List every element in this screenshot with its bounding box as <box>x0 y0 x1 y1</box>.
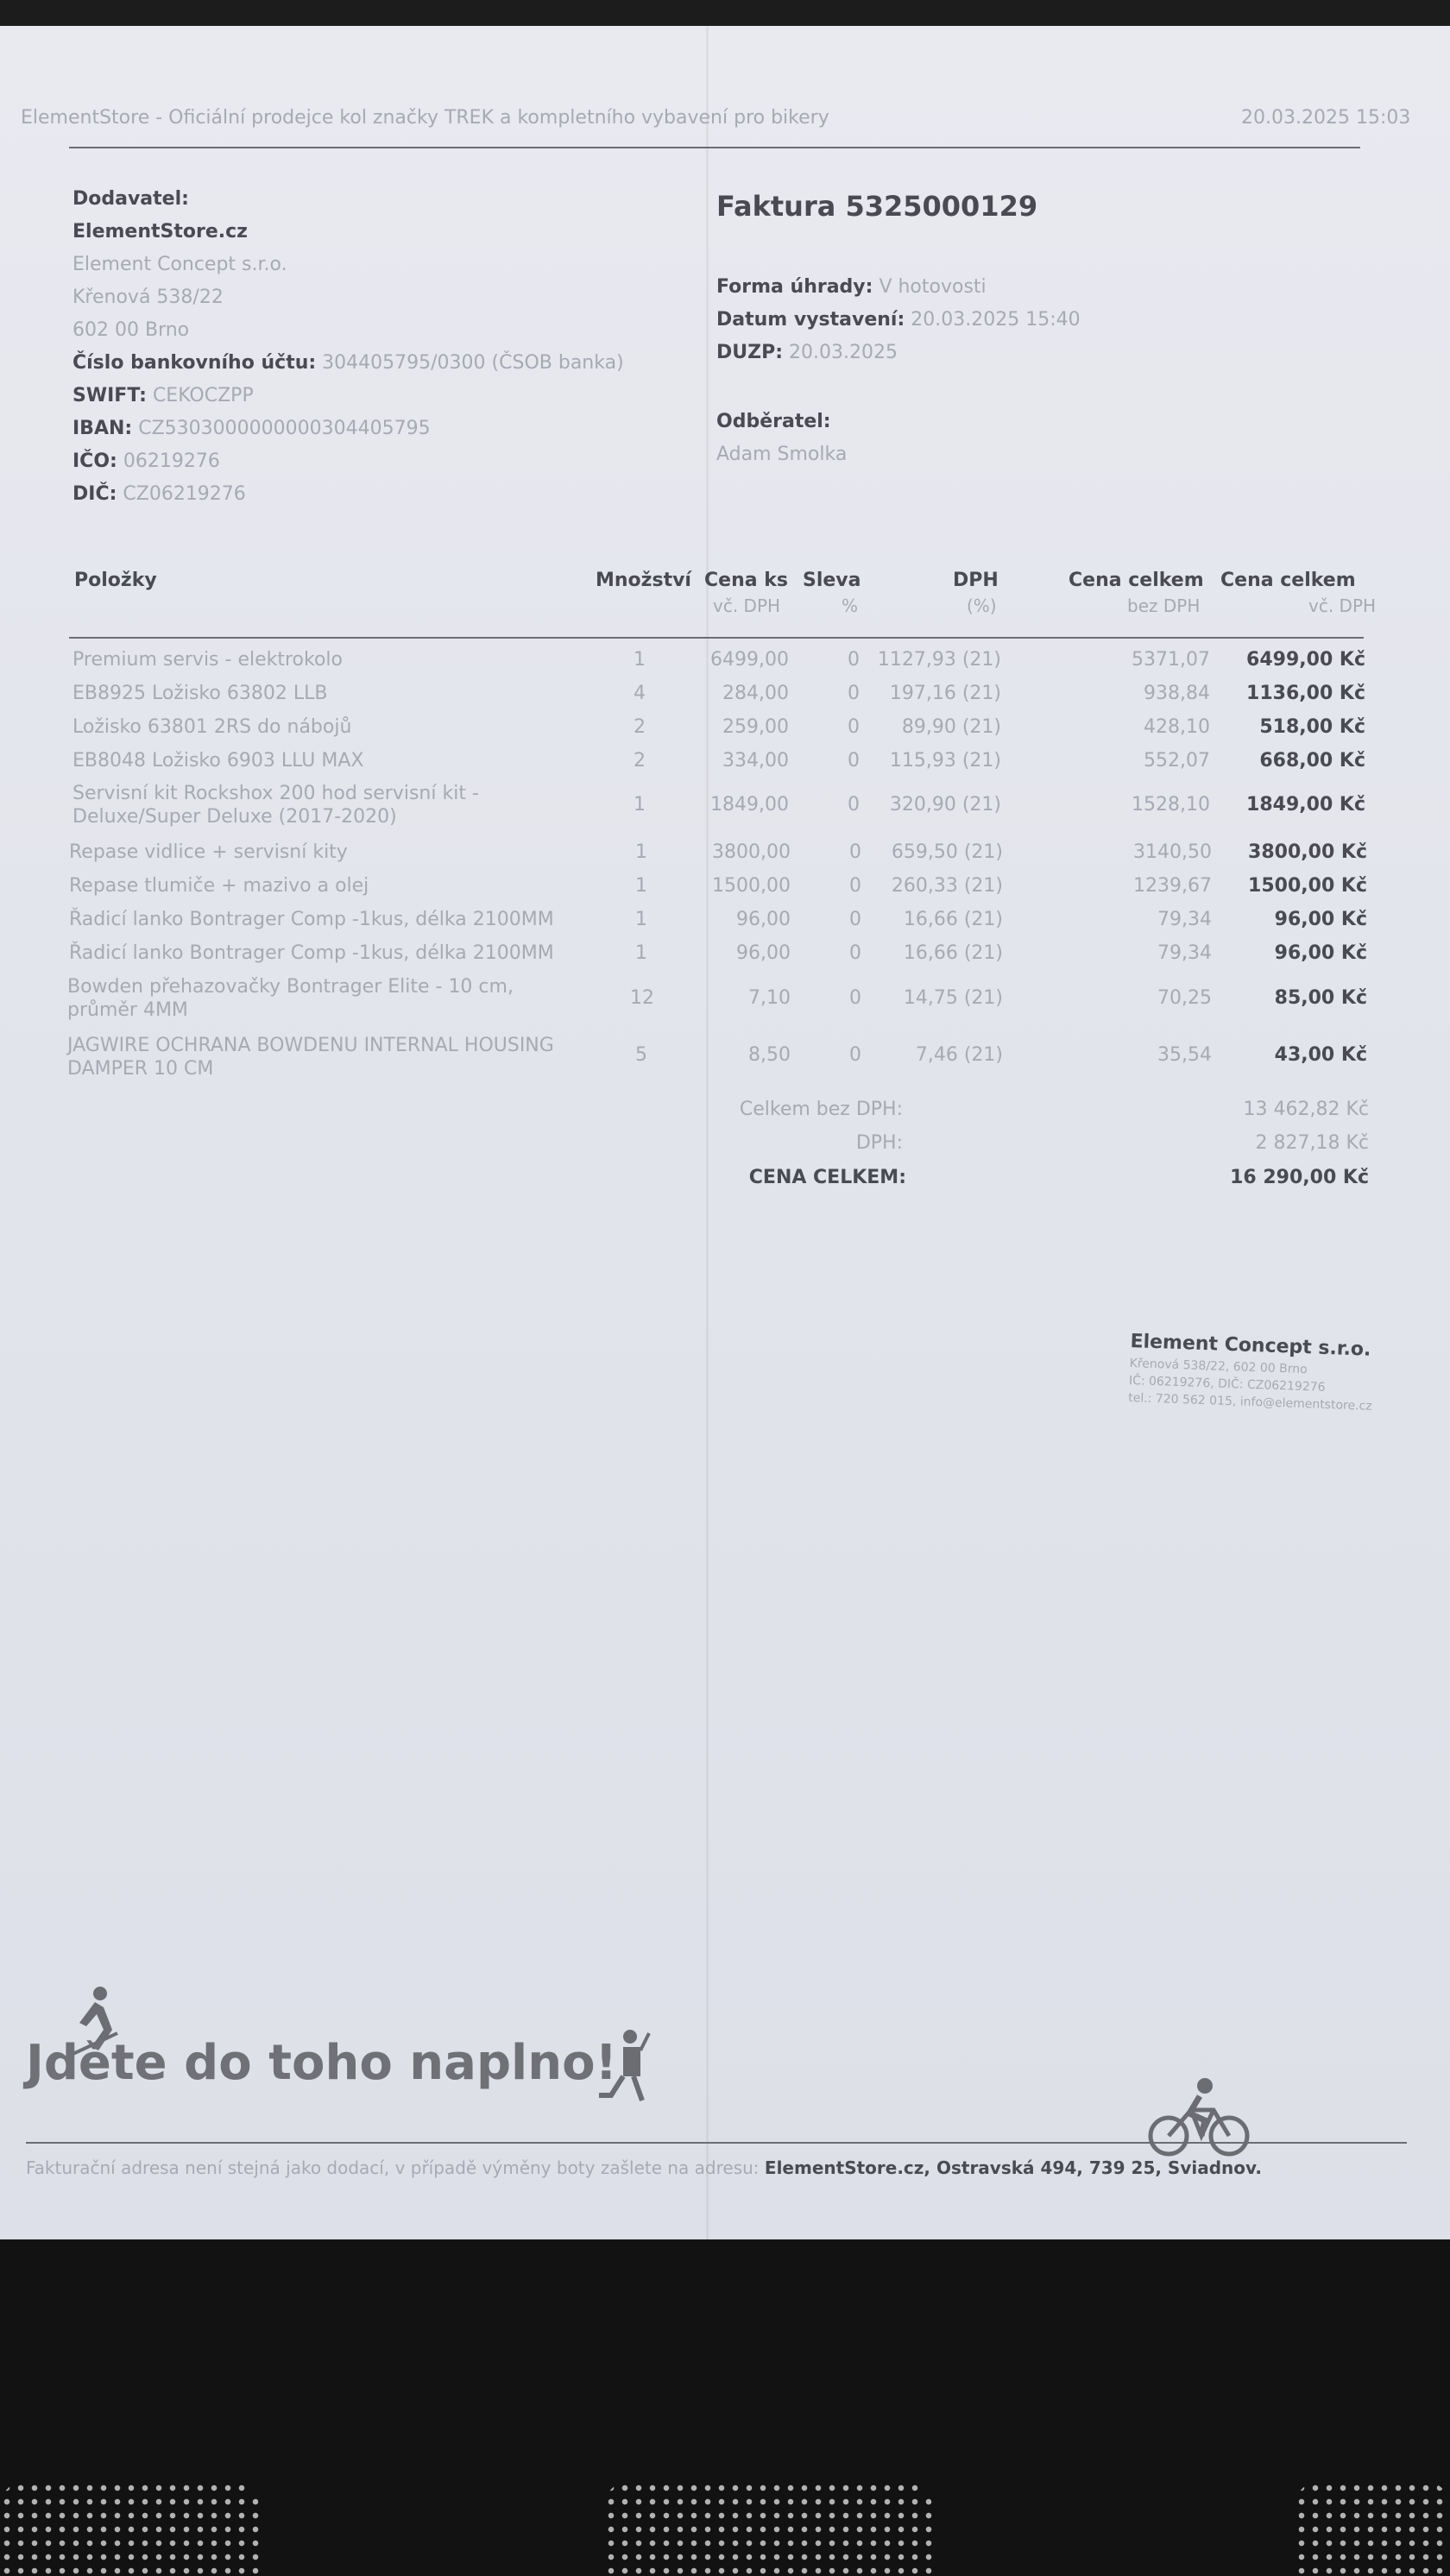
item-gross: 1849,00 Kč <box>1246 794 1365 816</box>
payment-label: Forma úhrady: <box>716 276 873 298</box>
item-name: Repase tlumiče + mazivo a olej <box>69 875 369 897</box>
item-discount: 0 <box>849 841 861 863</box>
supplier-heading: Dodavatel: <box>72 188 189 210</box>
col-header-total-net-sub: bez DPH <box>1127 595 1201 616</box>
item-net: 3140,50 <box>1133 841 1212 863</box>
issue-date <box>716 309 1081 331</box>
invoice-paper <box>0 26 1450 2239</box>
payment-value: V hotovosti <box>879 276 987 298</box>
item-qty: 5 <box>635 1044 647 1066</box>
item-discount: 0 <box>849 909 861 930</box>
swift <box>72 385 254 406</box>
item-name: Bowden přehazovačky Bontrager Elite - 10 cm, průměr 4MM <box>67 976 514 1021</box>
item-net: 35,54 <box>1157 1044 1212 1066</box>
supplier-city: 602 00 Brno <box>72 319 190 341</box>
item-gross: 43,00 Kč <box>1274 1044 1367 1066</box>
ico-value: 06219276 <box>123 450 220 472</box>
col-header-vat: DPH <box>953 570 999 591</box>
item-price: 96,00 <box>736 942 791 964</box>
item-vat: 1127,93 (21) <box>877 649 1001 671</box>
item-qty: 1 <box>635 909 647 930</box>
item-name: EB8925 Ložisko 63802 LLB <box>72 683 328 704</box>
item-name: Řadicí lanko Bontrager Comp -1kus, délka 2100MM <box>69 942 554 964</box>
item-gross: 96,00 Kč <box>1274 909 1367 930</box>
total-vat-value: 2 827,18 Kč <box>1255 1132 1369 1154</box>
swift-value: CEKOCZPP <box>152 385 254 406</box>
item-name: Repase vidlice + servisní kity <box>69 841 348 863</box>
header-rule <box>69 147 1360 148</box>
dotted-fabric-right <box>1295 2481 1450 2576</box>
col-header-total-gross-sub: vč. DPH <box>1308 595 1377 616</box>
item-price: 284,00 <box>722 683 789 704</box>
payment-method <box>716 276 987 298</box>
item-name: Servisní kit Rockshox 200 hod servisní kit - Deluxe/Super Deluxe (2017-2020) <box>72 783 479 828</box>
ico-label: IČO: <box>72 450 117 472</box>
item-qty: 1 <box>634 649 646 671</box>
item-name: Premium servis - elektrokolo <box>72 649 344 671</box>
item-gross: 96,00 Kč <box>1274 942 1367 964</box>
bank-label: Číslo bankovního účtu: <box>72 352 317 374</box>
climber-icon <box>596 2028 656 2106</box>
total-net-label: Celkem bez DPH: <box>739 1099 903 1120</box>
item-discount: 0 <box>849 942 861 964</box>
item-net: 1239,67 <box>1133 875 1212 897</box>
footer-note <box>26 2157 1262 2178</box>
dotted-fabric-left <box>0 2481 259 2576</box>
iban <box>72 418 431 439</box>
item-price: 96,00 <box>736 909 791 930</box>
item-gross: 85,00 Kč <box>1274 987 1367 1009</box>
item-discount: 0 <box>849 875 861 897</box>
item-discount: 0 <box>848 716 860 738</box>
item-vat: 320,90 (21) <box>889 794 1001 816</box>
customer-heading: Odběratel: <box>716 411 831 432</box>
col-header-total-gross: Cena celkem <box>1220 570 1356 591</box>
item-qty: 1 <box>635 942 647 964</box>
item-vat: 89,90 (21) <box>901 716 1001 738</box>
duzp <box>716 342 898 363</box>
total-net-value: 13 462,82 Kč <box>1243 1099 1369 1120</box>
item-vat: 260,33 (21) <box>891 875 1003 897</box>
table-header-rule <box>69 637 1364 639</box>
item-gross: 3800,00 Kč <box>1248 841 1367 863</box>
col-header-price-sub: vč. DPH <box>713 595 781 616</box>
issued-value: 20.03.2025 15:40 <box>911 309 1081 331</box>
customer-name: Adam Smolka <box>716 444 848 465</box>
cyclist-icon <box>1148 2075 1251 2157</box>
item-gross: 518,00 Kč <box>1259 716 1365 738</box>
item-price: 8,50 <box>748 1044 791 1066</box>
item-net: 70,25 <box>1157 987 1212 1009</box>
store-tagline: ElementStore - Oficiální prodejce kol značky TREK a kompletního vybavení pro bikery <box>21 107 829 129</box>
col-header-items: Položky <box>74 570 157 591</box>
duzp-value: 20.03.2025 <box>789 342 898 363</box>
slogan: Jděte do toho naplno! <box>26 2035 618 2091</box>
item-name: Řadicí lanko Bontrager Comp -1kus, délka 2100MM <box>69 909 554 930</box>
supplier-name: ElementStore.cz <box>72 221 248 242</box>
col-header-discount-sub: % <box>842 595 859 616</box>
dic-label: DIČ: <box>72 483 117 505</box>
item-price: 1849,00 <box>710 794 789 816</box>
item-discount: 0 <box>848 683 860 704</box>
item-qty: 2 <box>634 716 646 738</box>
footer-address: ElementStore.cz, Ostravská 494, 739 25, Sviadnov. <box>764 2157 1263 2178</box>
item-net: 79,34 <box>1157 942 1212 964</box>
footer-note-text: Fakturační adresa není stejná jako dodací, v případě výměny boty zašlete na adresu: <box>26 2157 760 2178</box>
item-name: EB8048 Ložisko 6903 LLU MAX <box>72 750 364 772</box>
swift-label: SWIFT: <box>72 385 147 406</box>
item-vat: 115,93 (21) <box>889 750 1001 772</box>
item-vat: 14,75 (21) <box>903 987 1003 1009</box>
col-header-total-net: Cena celkem <box>1069 570 1204 591</box>
item-price: 259,00 <box>722 716 789 738</box>
grand-total-label: CENA CELKEM: <box>748 1167 906 1188</box>
item-price: 6499,00 <box>710 649 789 671</box>
col-header-discount: Sleva <box>803 570 861 591</box>
item-gross: 6499,00 Kč <box>1246 649 1365 671</box>
duzp-label: DUZP: <box>716 342 783 363</box>
stamp-line3: tel.: 720 562 015, info@elementstore.cz <box>1127 1390 1372 1414</box>
supplier-company: Element Concept s.r.o. <box>72 254 287 275</box>
item-qty: 2 <box>634 750 646 772</box>
invoice-title: Faktura 5325000129 <box>716 190 1038 223</box>
ico <box>72 450 220 472</box>
bank-account <box>72 352 624 374</box>
item-qty: 1 <box>634 794 646 816</box>
dotted-fabric-center <box>604 2481 932 2576</box>
item-vat: 197,16 (21) <box>889 683 1001 704</box>
stamp-line2: IČ: 06219276, DIČ: CZ06219276 <box>1128 1373 1326 1395</box>
item-net: 1528,10 <box>1132 794 1210 816</box>
item-qty: 1 <box>635 841 647 863</box>
item-net: 428,10 <box>1144 716 1210 738</box>
item-price: 3800,00 <box>712 841 791 863</box>
item-price: 334,00 <box>722 750 789 772</box>
item-vat: 16,66 (21) <box>903 942 1003 964</box>
item-name: JAGWIRE OCHRANA BOWDENU INTERNAL HOUSING DAMPER 10 CM <box>67 1035 554 1080</box>
col-header-qty: Množství <box>596 570 691 591</box>
total-vat-label: DPH: <box>855 1132 903 1154</box>
bank-value: 304405795/0300 (ČSOB banka) <box>322 352 624 374</box>
dic <box>72 483 246 505</box>
item-vat: 659,50 (21) <box>891 841 1003 863</box>
item-qty: 4 <box>634 683 646 704</box>
item-net: 552,07 <box>1144 750 1210 772</box>
dic-value: CZ06219276 <box>123 483 246 505</box>
item-vat: 7,46 (21) <box>915 1044 1003 1066</box>
grand-total-value: 16 290,00 Kč <box>1230 1167 1369 1188</box>
item-discount: 0 <box>848 794 860 816</box>
item-price: 7,10 <box>748 987 791 1009</box>
item-net: 79,34 <box>1157 909 1212 930</box>
item-price: 1500,00 <box>712 875 791 897</box>
print-datetime: 20.03.2025 15:03 <box>1241 107 1411 129</box>
item-name: Ložisko 63801 2RS do nábojů <box>72 716 352 738</box>
col-header-price: Cena ks <box>704 570 788 591</box>
stamp-name: Element Concept s.r.o. <box>1130 1331 1371 1361</box>
item-discount: 0 <box>849 1044 861 1066</box>
item-qty: 1 <box>635 875 647 897</box>
item-discount: 0 <box>848 649 860 671</box>
stamp-line1: Křenová 538/22, 602 00 Brno <box>1129 1356 1308 1377</box>
item-discount: 0 <box>848 750 860 772</box>
item-net: 938,84 <box>1144 683 1210 704</box>
background-bottom <box>0 2239 1450 2576</box>
iban-value: CZ5303000000000304405795 <box>138 418 431 439</box>
item-qty: 12 <box>630 987 654 1009</box>
item-gross: 1136,00 Kč <box>1246 683 1365 704</box>
item-gross: 668,00 Kč <box>1259 750 1365 772</box>
iban-label: IBAN: <box>72 418 133 439</box>
col-header-vat-sub: (%) <box>967 595 997 616</box>
item-vat: 16,66 (21) <box>903 909 1003 930</box>
item-net: 5371,07 <box>1132 649 1210 671</box>
issued-label: Datum vystavení: <box>716 309 905 331</box>
item-discount: 0 <box>849 987 861 1009</box>
footer-rule <box>26 2142 1407 2144</box>
item-gross: 1500,00 Kč <box>1248 875 1367 897</box>
supplier-street: Křenová 538/22 <box>72 287 224 308</box>
